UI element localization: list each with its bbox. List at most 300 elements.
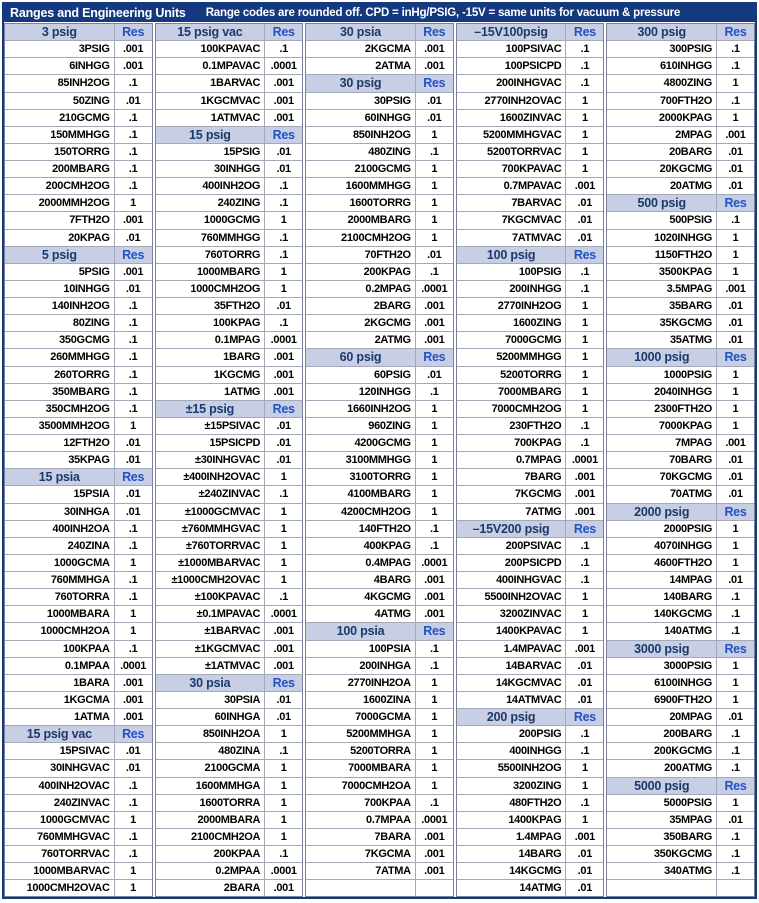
res-value-cell: 1 bbox=[130, 419, 136, 432]
range-row bbox=[306, 418, 453, 435]
range-code-cell: 1660INH2OG bbox=[306, 401, 416, 417]
range-row bbox=[5, 401, 152, 418]
res-value-cell: 1 bbox=[431, 745, 438, 758]
range-code-cell: 80ZING bbox=[5, 315, 115, 331]
range-code-cell: 2KGCMG bbox=[306, 315, 416, 331]
range-row bbox=[457, 93, 604, 110]
range-row bbox=[156, 538, 303, 555]
range-row bbox=[156, 435, 303, 452]
res-value-cell: .01 bbox=[276, 163, 291, 176]
range-row bbox=[156, 812, 303, 829]
res-value-cell: 1 bbox=[581, 300, 588, 313]
range-row bbox=[156, 93, 303, 110]
res-column-header: Res bbox=[724, 778, 747, 793]
range-code-cell: 85INH2OG bbox=[5, 75, 115, 91]
res-value-cell: .1 bbox=[279, 180, 288, 193]
range-row bbox=[457, 778, 604, 795]
range-row bbox=[457, 452, 604, 469]
range-code-cell: 70KGCMG bbox=[607, 469, 717, 485]
range-row bbox=[156, 332, 303, 349]
range-code-cell: 7ATMVAC bbox=[457, 230, 567, 246]
range-row bbox=[156, 743, 303, 760]
range-row bbox=[306, 778, 453, 795]
res-value-cell: .1 bbox=[279, 197, 288, 210]
res-value-cell: .01 bbox=[276, 711, 291, 724]
range-row bbox=[156, 880, 303, 896]
range-row bbox=[306, 58, 453, 75]
res-value-cell: .1 bbox=[429, 659, 439, 672]
section-header-row bbox=[306, 24, 453, 41]
section-header-row bbox=[607, 641, 754, 658]
range-code-cell: 1KGCMVAC bbox=[156, 93, 266, 109]
range-row bbox=[306, 93, 453, 110]
range-code-cell: 4800ZING bbox=[607, 75, 717, 91]
res-value-cell: 1 bbox=[581, 385, 588, 398]
range-code-cell: 1000CMH2OG bbox=[156, 281, 266, 297]
res-value-cell: 1 bbox=[280, 471, 287, 484]
range-code-cell: ±400INH2OVAC bbox=[156, 469, 266, 485]
res-value-cell: 1 bbox=[280, 728, 287, 741]
range-row bbox=[156, 863, 303, 880]
res-value-cell: .1 bbox=[279, 43, 288, 56]
range-code-cell: 2040INHGG bbox=[607, 384, 717, 400]
res-value-cell: .0001 bbox=[571, 454, 598, 467]
range-row bbox=[306, 692, 453, 709]
range-code-cell: 7000KPAG bbox=[607, 418, 717, 434]
res-value-cell: .001 bbox=[273, 642, 294, 655]
range-code-cell: 4100MBARG bbox=[306, 486, 416, 502]
range-row bbox=[156, 846, 303, 863]
range-row bbox=[457, 230, 604, 247]
range-row bbox=[457, 178, 604, 195]
range-row bbox=[5, 863, 152, 880]
range-code-cell: 2770INH2OA bbox=[306, 675, 416, 691]
res-value-cell: 1 bbox=[130, 625, 136, 638]
res-value-cell: .001 bbox=[574, 180, 595, 193]
range-code-cell: 3500KPAG bbox=[607, 264, 717, 280]
range-row bbox=[5, 75, 152, 92]
res-value-cell: .01 bbox=[276, 437, 291, 450]
res-value-cell: 1 bbox=[581, 351, 588, 364]
res-value-cell: 1 bbox=[280, 813, 287, 826]
ranges-table bbox=[4, 23, 755, 897]
res-value-cell: .1 bbox=[128, 145, 138, 158]
range-code-cell: 70ATMG bbox=[607, 486, 717, 502]
res-value-cell: .1 bbox=[580, 43, 590, 56]
res-value-cell: .1 bbox=[128, 385, 138, 398]
range-code-cell: 7BARG bbox=[457, 469, 567, 485]
res-value-cell: .1 bbox=[279, 745, 288, 758]
section-title: 15 psig bbox=[156, 127, 266, 143]
range-code-cell: 760MMHGG bbox=[156, 230, 266, 246]
range-row bbox=[457, 555, 604, 572]
range-row bbox=[156, 504, 303, 521]
res-value-cell: .1 bbox=[429, 642, 439, 655]
section-title: 60 psig bbox=[306, 349, 416, 365]
range-code-cell: 700KPAA bbox=[306, 795, 416, 811]
range-row bbox=[607, 795, 754, 812]
range-row bbox=[457, 692, 604, 709]
res-value-cell: .001 bbox=[424, 865, 445, 878]
res-value-cell: 1 bbox=[732, 676, 739, 689]
range-row bbox=[5, 572, 152, 589]
range-code-cell: 480ZINA bbox=[156, 743, 266, 759]
range-code-cell: 200INHGG bbox=[457, 281, 567, 297]
range-code-cell: 480ZING bbox=[306, 144, 416, 160]
range-code-cell: 100KPAG bbox=[156, 315, 266, 331]
range-row bbox=[5, 315, 152, 332]
range-row bbox=[457, 315, 604, 332]
range-code-cell: 200BARG bbox=[607, 726, 717, 742]
range-code-cell: 35KPAG bbox=[5, 452, 115, 468]
res-value-cell: .01 bbox=[276, 454, 291, 467]
section-title: 300 psig bbox=[607, 24, 717, 40]
range-row bbox=[5, 418, 152, 435]
section-title: 15 psig vac bbox=[156, 24, 266, 40]
empty-cell bbox=[306, 880, 416, 896]
range-row bbox=[607, 692, 754, 709]
column-group-5 bbox=[606, 23, 755, 897]
res-value-cell: 1 bbox=[431, 214, 438, 227]
range-row bbox=[457, 401, 604, 418]
res-value-cell: .0001 bbox=[270, 60, 297, 73]
range-row bbox=[5, 41, 152, 58]
range-row bbox=[607, 127, 754, 144]
res-value-cell: 1 bbox=[581, 591, 588, 604]
res-value-cell: .01 bbox=[728, 334, 743, 347]
section-title: 3 psig bbox=[5, 24, 115, 40]
res-value-cell: .001 bbox=[574, 505, 595, 518]
range-code-cell: ±760TORRVAC bbox=[156, 538, 266, 554]
section-title: 5 psig bbox=[5, 247, 115, 263]
range-code-cell: 7BARA bbox=[306, 829, 416, 845]
res-value-cell: .0001 bbox=[421, 813, 448, 826]
range-code-cell: 350BARG bbox=[607, 829, 717, 845]
res-value-cell: .1 bbox=[279, 848, 288, 861]
range-row bbox=[457, 298, 604, 315]
range-code-cell: 1600TORRG bbox=[306, 195, 416, 211]
range-code-cell: 300PSIG bbox=[607, 41, 717, 57]
range-row bbox=[306, 760, 453, 777]
res-value-cell: .01 bbox=[427, 368, 442, 381]
res-column-header: Res bbox=[724, 350, 747, 365]
range-row bbox=[5, 880, 152, 896]
res-value-cell: .1 bbox=[128, 180, 138, 193]
range-row bbox=[457, 486, 604, 503]
res-value-cell: 1 bbox=[581, 111, 588, 124]
page-title: Ranges and Engineering Units bbox=[10, 6, 186, 20]
range-code-cell: 100KPAVAC bbox=[156, 41, 266, 57]
range-code-cell: 2100CMH2OA bbox=[156, 829, 266, 845]
section-title: 500 psig bbox=[607, 195, 717, 211]
res-value-cell: .1 bbox=[128, 574, 138, 587]
range-code-cell: 1600MMHGG bbox=[306, 178, 416, 194]
range-row bbox=[306, 555, 453, 572]
range-row bbox=[457, 144, 604, 161]
range-row bbox=[607, 401, 754, 418]
range-row bbox=[607, 247, 754, 264]
res-value-cell: .1 bbox=[279, 591, 288, 604]
res-value-cell: .01 bbox=[125, 437, 141, 450]
empty-cell bbox=[607, 880, 717, 896]
range-code-cell: ±30INHGVAC bbox=[156, 452, 266, 468]
range-row bbox=[457, 332, 604, 349]
range-code-cell: 2BARA bbox=[156, 880, 266, 896]
res-value-cell: .01 bbox=[728, 471, 743, 484]
range-row bbox=[457, 880, 604, 896]
range-row bbox=[5, 795, 152, 812]
res-value-cell: .001 bbox=[424, 591, 445, 604]
range-row bbox=[607, 281, 754, 298]
range-code-cell: 1.4MPAVAC bbox=[457, 641, 567, 657]
range-code-cell: 20ATMG bbox=[607, 178, 717, 194]
range-row bbox=[156, 110, 303, 127]
range-row bbox=[607, 144, 754, 161]
range-code-cell: 14MPAG bbox=[607, 572, 717, 588]
res-value-cell: 1 bbox=[280, 282, 287, 295]
range-row bbox=[457, 161, 604, 178]
range-code-cell: 1400KPAVAC bbox=[457, 623, 567, 639]
res-value-cell: .001 bbox=[424, 60, 445, 73]
res-value-cell: .001 bbox=[725, 437, 746, 450]
range-row bbox=[457, 760, 604, 777]
section-title: 30 psig bbox=[306, 75, 416, 91]
range-code-cell: 700KPAG bbox=[457, 435, 567, 451]
res-value-cell: .01 bbox=[728, 711, 743, 724]
res-value-cell: .01 bbox=[728, 317, 743, 330]
range-row bbox=[156, 212, 303, 229]
range-code-cell: 10INHGG bbox=[5, 281, 115, 297]
range-row bbox=[156, 726, 303, 743]
res-value-cell: .1 bbox=[128, 163, 138, 176]
range-code-cell: 35FTH2O bbox=[156, 298, 266, 314]
res-value-cell: 1 bbox=[280, 214, 287, 227]
range-code-cell: 35MPAG bbox=[607, 812, 717, 828]
range-code-cell: 14ATMVAC bbox=[457, 692, 567, 708]
range-row bbox=[457, 264, 604, 281]
range-row bbox=[5, 435, 152, 452]
range-row bbox=[5, 623, 152, 640]
res-column-header: Res bbox=[724, 25, 747, 40]
range-code-cell: 350GCMG bbox=[5, 332, 115, 348]
section-header-row bbox=[607, 195, 754, 212]
range-code-cell: 7000GCMA bbox=[306, 709, 416, 725]
range-code-cell: 60INHGA bbox=[156, 709, 266, 725]
range-code-cell: 1KGCMA bbox=[5, 692, 115, 708]
res-column-header: Res bbox=[272, 25, 295, 40]
range-code-cell: 200ATMG bbox=[607, 760, 717, 776]
range-code-cell: 100KPAA bbox=[5, 641, 115, 657]
res-value-cell: .001 bbox=[424, 43, 445, 56]
range-code-cell: 200CMH2OG bbox=[5, 178, 115, 194]
range-row bbox=[5, 658, 152, 675]
res-value-cell: .1 bbox=[429, 385, 439, 398]
range-row bbox=[607, 863, 754, 880]
range-row bbox=[156, 658, 303, 675]
res-value-cell: .001 bbox=[273, 111, 294, 124]
range-row bbox=[5, 195, 152, 212]
res-value-cell: .0001 bbox=[421, 282, 448, 295]
res-value-cell: 1 bbox=[732, 248, 739, 261]
section-header-row bbox=[607, 504, 754, 521]
range-code-cell: 14BARVAC bbox=[457, 658, 567, 674]
column-group-2 bbox=[155, 23, 304, 897]
res-value-cell: .001 bbox=[574, 642, 595, 655]
range-row bbox=[607, 110, 754, 127]
range-code-cell: 4070INHGG bbox=[607, 538, 717, 554]
range-code-cell: 0.2MPAG bbox=[306, 281, 416, 297]
range-row bbox=[457, 469, 604, 486]
range-row bbox=[5, 230, 152, 247]
range-row bbox=[457, 58, 604, 75]
range-code-cell: 100PSIVAC bbox=[457, 41, 567, 57]
range-row bbox=[457, 538, 604, 555]
res-column-header: Res bbox=[423, 624, 446, 639]
range-row bbox=[156, 778, 303, 795]
res-value-cell: .01 bbox=[276, 419, 291, 432]
res-column-header: Res bbox=[724, 504, 747, 519]
range-row bbox=[607, 606, 754, 623]
res-value-cell: .01 bbox=[427, 94, 442, 107]
range-row bbox=[156, 230, 303, 247]
range-code-cell: 1400KPAG bbox=[457, 812, 567, 828]
range-code-cell: 2100GCMA bbox=[156, 760, 266, 776]
section-title: 30 psia bbox=[306, 24, 416, 40]
range-row bbox=[156, 75, 303, 92]
res-value-cell: .01 bbox=[577, 197, 593, 210]
range-row bbox=[607, 367, 754, 384]
res-value-cell: .1 bbox=[429, 265, 439, 278]
section-title: 100 psia bbox=[306, 623, 416, 639]
res-value-cell: .1 bbox=[580, 282, 590, 295]
range-code-cell: 5200MMHGA bbox=[306, 726, 416, 742]
res-value-cell: .1 bbox=[580, 745, 590, 758]
range-row bbox=[156, 521, 303, 538]
range-code-cell: 2BARG bbox=[306, 298, 416, 314]
range-code-cell: 1600ZINVAC bbox=[457, 110, 567, 126]
range-code-cell: 7000GCMG bbox=[457, 332, 567, 348]
range-code-cell: 1000PSIG bbox=[607, 367, 717, 383]
range-code-cell: 0.1MPAA bbox=[5, 658, 115, 674]
res-value-cell: .1 bbox=[580, 728, 590, 741]
range-code-cell: 4600FTH2O bbox=[607, 555, 717, 571]
range-row bbox=[156, 469, 303, 486]
res-value-cell: .1 bbox=[128, 848, 138, 861]
res-value-cell: 1 bbox=[130, 865, 136, 878]
range-code-cell: 3500MMH2OG bbox=[5, 418, 115, 434]
section-header-row bbox=[5, 247, 152, 264]
range-row bbox=[457, 675, 604, 692]
range-row bbox=[5, 127, 152, 144]
res-value-cell: .1 bbox=[731, 60, 740, 73]
res-value-cell: .01 bbox=[276, 300, 291, 313]
res-value-cell: .0001 bbox=[270, 608, 297, 621]
range-code-cell: 30INHGA bbox=[5, 504, 115, 520]
section-header-row bbox=[457, 521, 604, 538]
range-row bbox=[457, 658, 604, 675]
range-code-cell: 700KPAVAC bbox=[457, 161, 567, 177]
res-value-cell: 1 bbox=[732, 796, 739, 809]
res-value-cell: .1 bbox=[580, 77, 590, 90]
res-value-cell: 1 bbox=[280, 779, 287, 792]
res-value-cell: .01 bbox=[728, 180, 743, 193]
range-code-cell: 1000MBARA bbox=[5, 606, 115, 622]
range-code-cell: 240ZINA bbox=[5, 538, 115, 554]
res-value-cell: .0001 bbox=[120, 659, 147, 672]
range-code-cell: 5PSIG bbox=[5, 264, 115, 280]
range-code-cell: 7KGCMVAC bbox=[457, 212, 567, 228]
range-row bbox=[5, 178, 152, 195]
range-row bbox=[5, 555, 152, 572]
res-value-cell: .0001 bbox=[270, 865, 297, 878]
range-code-cell: 2100GCMG bbox=[306, 161, 416, 177]
range-code-cell: 50ZING bbox=[5, 93, 115, 109]
res-value-cell: .1 bbox=[731, 94, 740, 107]
range-row bbox=[457, 281, 604, 298]
range-code-cell: 1BARVAC bbox=[156, 75, 266, 91]
res-value-cell: .001 bbox=[273, 94, 294, 107]
res-value-cell: .1 bbox=[731, 848, 740, 861]
range-code-cell: 500PSIG bbox=[607, 212, 717, 228]
range-code-cell: 760MMHGA bbox=[5, 572, 115, 588]
res-value-cell: .001 bbox=[424, 848, 445, 861]
range-code-cell: 150MMHGG bbox=[5, 127, 115, 143]
range-row bbox=[457, 75, 604, 92]
res-value-cell: .1 bbox=[429, 539, 439, 552]
res-value-cell: .1 bbox=[429, 796, 439, 809]
res-value-cell: .1 bbox=[128, 368, 138, 381]
range-code-cell: 30INHGG bbox=[156, 161, 266, 177]
res-value-cell: .01 bbox=[125, 745, 141, 758]
range-code-cell: 140FTH2O bbox=[306, 521, 416, 537]
range-row bbox=[306, 264, 453, 281]
res-value-cell: .001 bbox=[273, 625, 294, 638]
res-column-header: Res bbox=[122, 470, 145, 485]
res-value-cell: .1 bbox=[128, 402, 138, 415]
res-value-cell: 1 bbox=[280, 522, 287, 535]
range-code-cell: ±1ATMVAC bbox=[156, 658, 266, 674]
range-code-cell: 260TORRG bbox=[5, 367, 115, 383]
range-row bbox=[457, 367, 604, 384]
range-row bbox=[607, 675, 754, 692]
range-code-cell: 400INHGG bbox=[457, 743, 567, 759]
range-row bbox=[457, 589, 604, 606]
res-value-cell: .1 bbox=[128, 128, 138, 141]
res-value-cell: 1 bbox=[581, 762, 588, 775]
range-row bbox=[156, 281, 303, 298]
range-code-cell: 20BARG bbox=[607, 144, 717, 160]
range-row bbox=[457, 641, 604, 658]
column-group-1 bbox=[4, 23, 153, 897]
section-title: –15V200 psig bbox=[457, 521, 567, 537]
range-row bbox=[607, 161, 754, 178]
res-value-cell: 1 bbox=[280, 556, 287, 569]
range-row bbox=[5, 829, 152, 846]
range-row bbox=[607, 178, 754, 195]
range-code-cell: 350MBARG bbox=[5, 384, 115, 400]
range-row bbox=[306, 675, 453, 692]
range-row bbox=[457, 572, 604, 589]
range-code-cell: ±100KPAVAC bbox=[156, 589, 266, 605]
range-row bbox=[607, 486, 754, 503]
res-value-cell: 1 bbox=[581, 128, 588, 141]
res-column-header: Res bbox=[122, 727, 145, 742]
range-code-cell: 200PSIG bbox=[457, 726, 567, 742]
range-row bbox=[607, 846, 754, 863]
res-value-cell: 1 bbox=[732, 265, 739, 278]
range-code-cell: 7FTH2O bbox=[5, 212, 115, 228]
section-header-row bbox=[306, 623, 453, 640]
